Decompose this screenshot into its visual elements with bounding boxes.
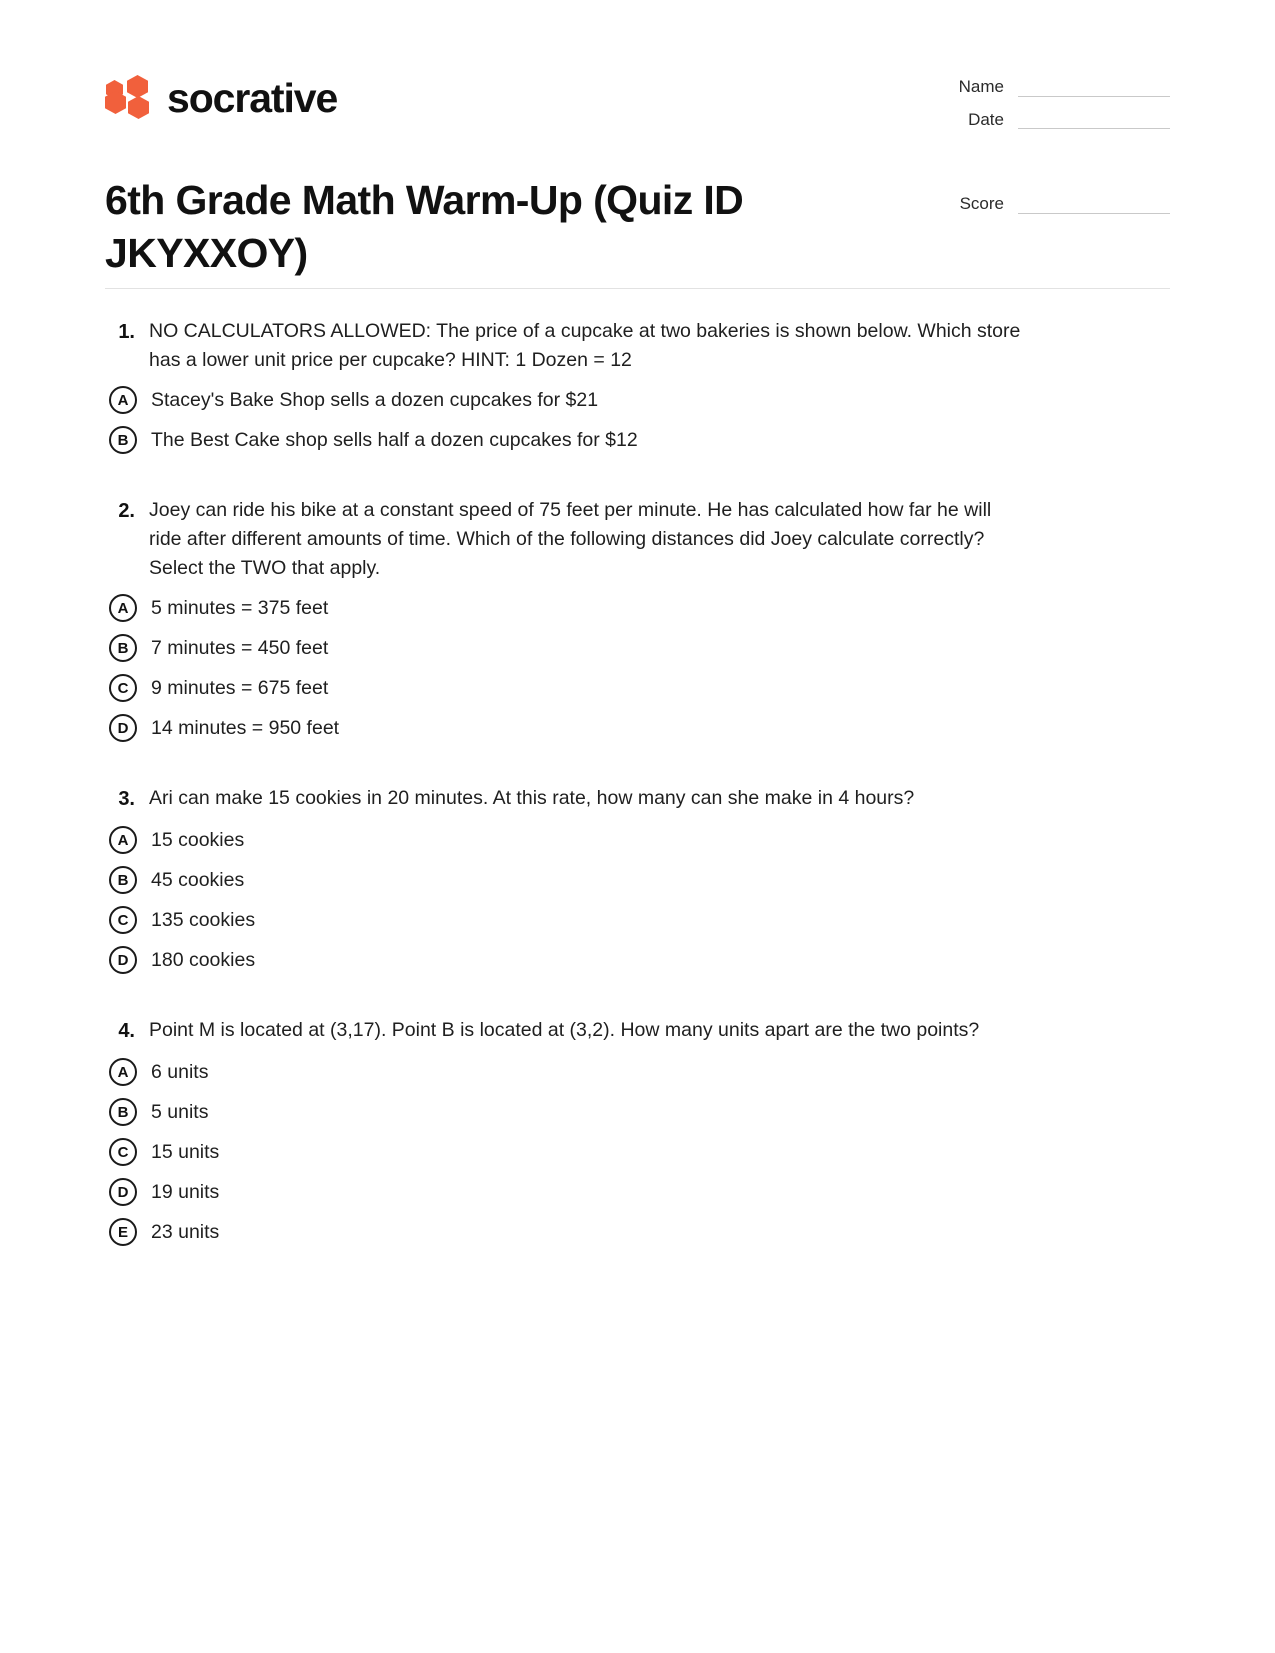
answer-option[interactable] <box>105 674 1170 702</box>
option-bubble[interactable]: C <box>109 906 137 934</box>
option-bubble[interactable]: D <box>109 1178 137 1206</box>
option-text: 9 minutes = 675 feet <box>151 676 329 699</box>
question-number: 1. <box>118 321 135 343</box>
option-text: 180 cookies <box>151 948 256 971</box>
question-text: Joey can ride his bike at a constant speed of 75 feet per minute. He has calculated how far he will ride after different amounts of time. Which of the following distances did Joey calculate correctly? Select the TWO that apply. <box>149 499 992 579</box>
hexagon-icon <box>128 96 149 119</box>
option-bubble[interactable]: C <box>109 674 137 702</box>
option-bubble[interactable]: A <box>109 594 137 622</box>
option-bubble[interactable]: D <box>109 714 137 742</box>
option-text: 6 units <box>151 1060 209 1083</box>
question-header <box>105 784 1170 814</box>
score-field-label: Score <box>959 194 1004 214</box>
option-text: 7 minutes = 450 feet <box>151 636 329 659</box>
question-number: 4. <box>118 1020 135 1043</box>
answer-options <box>105 386 1170 454</box>
answer-option[interactable] <box>105 866 1170 894</box>
option-text: 15 units <box>151 1140 220 1163</box>
answer-option[interactable] <box>105 1058 1170 1086</box>
answer-options <box>105 1058 1170 1246</box>
page-title: 6th Grade Math Warm-Up (Quiz ID JKYXXOY) <box>105 177 744 277</box>
question-text: Ari can make 15 cookies in 20 minutes. At this rate, how many can she make in 4 hours? <box>149 787 915 810</box>
date-field-line[interactable] <box>1018 113 1170 129</box>
answer-option[interactable] <box>105 714 1170 742</box>
question-text: Point M is located at (3,17). Point B is located at (3,2). How many units apart are the two points? <box>149 1019 980 1042</box>
option-bubble[interactable]: A <box>109 826 137 854</box>
answer-option[interactable] <box>105 634 1170 662</box>
question-item <box>105 496 1170 742</box>
answer-option[interactable] <box>105 826 1170 854</box>
answer-option[interactable] <box>105 946 1170 974</box>
option-bubble[interactable]: B <box>109 426 137 454</box>
brand-wordmark: socrative <box>167 74 338 121</box>
option-text: 5 minutes = 375 feet <box>151 596 329 619</box>
question-item <box>105 317 1170 454</box>
option-text: 135 cookies <box>151 908 256 931</box>
option-bubble[interactable]: D <box>109 946 137 974</box>
answer-option[interactable] <box>105 1218 1170 1246</box>
question-number: 3. <box>118 788 135 811</box>
option-bubble[interactable]: E <box>109 1218 137 1246</box>
option-text: 45 cookies <box>151 868 245 891</box>
answer-option[interactable] <box>105 1098 1170 1126</box>
answer-option[interactable] <box>105 386 1170 414</box>
option-text: 19 units <box>151 1180 220 1203</box>
page-header <box>105 60 1170 277</box>
option-bubble[interactable]: C <box>109 1138 137 1166</box>
option-bubble[interactable]: A <box>109 1058 137 1086</box>
answer-options <box>105 826 1170 974</box>
name-field-row <box>930 78 1170 97</box>
option-bubble[interactable]: B <box>109 866 137 894</box>
answer-option[interactable] <box>105 594 1170 622</box>
question-header <box>105 317 1170 374</box>
option-text: 15 cookies <box>151 828 245 851</box>
option-bubble[interactable]: B <box>109 1098 137 1126</box>
question-number: 2. <box>118 500 135 523</box>
date-field-label: Date <box>968 109 1004 129</box>
student-info-fields <box>930 60 1170 228</box>
score-field-row <box>930 195 1170 214</box>
name-field-label: Name <box>958 77 1004 96</box>
answer-option[interactable] <box>105 426 1170 454</box>
option-bubble[interactable]: A <box>109 386 137 414</box>
date-field-row <box>930 111 1170 130</box>
option-text: 14 minutes = 950 feet <box>151 716 340 739</box>
hexagon-icon <box>127 75 148 98</box>
question-item <box>105 784 1170 974</box>
question-item <box>105 1016 1170 1246</box>
answer-option[interactable] <box>105 906 1170 934</box>
option-bubble[interactable]: B <box>109 634 137 662</box>
option-text: Stacey's Bake Shop sells a dozen cupcakes for $21 <box>151 388 599 411</box>
answer-option[interactable] <box>105 1138 1170 1166</box>
option-text: 5 units <box>151 1100 209 1123</box>
option-text: 23 units <box>151 1220 220 1243</box>
questions-list <box>105 289 1170 1246</box>
name-field-line[interactable] <box>1018 81 1170 97</box>
socrative-hexagons-logo-icon <box>105 75 151 121</box>
question-text: NO CALCULATORS ALLOWED: The price of a cupcake at two bakeries is shown below. Which store has a lower unit price per cupcake? HINT: 1 Dozen = 12 <box>149 320 1021 371</box>
answer-option[interactable] <box>105 1178 1170 1206</box>
option-text: The Best Cake shop sells half a dozen cupcakes for $12 <box>151 428 638 451</box>
question-header <box>105 1016 1170 1046</box>
question-header <box>105 496 1170 582</box>
brand-and-title <box>105 60 865 281</box>
answer-options <box>105 594 1170 742</box>
socrative-logo <box>105 70 865 126</box>
score-field-line[interactable] <box>1018 198 1170 214</box>
